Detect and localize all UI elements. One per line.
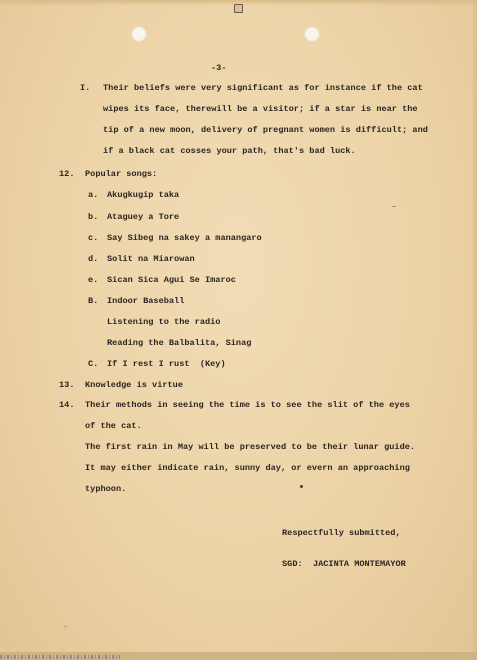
song-title: Akugkugip taka	[107, 190, 180, 200]
item-i-line: wipes its face, therewill be a visitor; if a star is near the	[103, 104, 418, 114]
recreation-line: Indoor Baseball	[107, 296, 185, 306]
song-title: Ataguey a Tore	[107, 212, 180, 222]
item-14-line: Their methods in seeing the time is to see the slit of the eyes	[85, 400, 410, 410]
binder-hole-right	[304, 26, 320, 42]
page-right-edge	[471, 0, 477, 660]
staple-mark	[234, 4, 243, 13]
item-i-marker: I.	[80, 83, 91, 93]
motto-text: If I rest I rust (Key)	[107, 359, 226, 369]
item-13-text: Knowledge is virtue	[85, 380, 183, 390]
recreation-line: Reading the Balbalita, Sinag	[107, 338, 252, 348]
song-title: Sican Sica Agui Se Imaroc	[107, 275, 236, 285]
motto-marker: C.	[88, 359, 99, 369]
item-i-line: if a black cat cosses your path, that's bad luck.	[103, 146, 356, 156]
song-marker: b.	[88, 212, 99, 222]
signature-line: SGD: JACINTA MONTEMAYOR	[282, 559, 406, 569]
recreation-marker: B.	[88, 296, 99, 306]
item-14-line: It may either indicate rain, sunny day, or evern an approaching	[85, 463, 410, 473]
song-marker: a.	[88, 190, 99, 200]
item-14-line: of the cat.	[85, 421, 142, 431]
ink-speck	[392, 206, 396, 207]
song-marker: e.	[88, 275, 99, 285]
item-i-line: Their beliefs were very significant as for instance if the cat	[103, 83, 423, 93]
item-13-marker: 13.	[59, 380, 75, 390]
ink-speck	[64, 626, 67, 627]
item-12-marker: 12.	[59, 169, 75, 179]
item-14-marker: 14.	[59, 400, 75, 410]
song-title: Say Sibeg na sakey a manangaro	[107, 233, 262, 243]
scan-edge-strip	[0, 655, 120, 659]
item-i-line: tip of a new moon, delivery of pregnant women is difficult; and	[103, 125, 428, 135]
item-14-line: typhoon.	[85, 484, 127, 494]
song-marker: c.	[88, 233, 99, 243]
item-12-heading: Popular songs:	[85, 169, 158, 179]
recreation-line: Listening to the radio	[107, 317, 221, 327]
ink-speck	[300, 485, 303, 488]
song-marker: d.	[88, 254, 99, 264]
item-14-line: The first rain in May will be preserved to be their lunar guide.	[85, 442, 416, 452]
closing-salutation: Respectfully submitted,	[282, 528, 401, 538]
binder-hole-left	[131, 26, 147, 42]
song-title: Solit na Miarowan	[107, 254, 195, 264]
page-number: -3-	[211, 63, 227, 73]
